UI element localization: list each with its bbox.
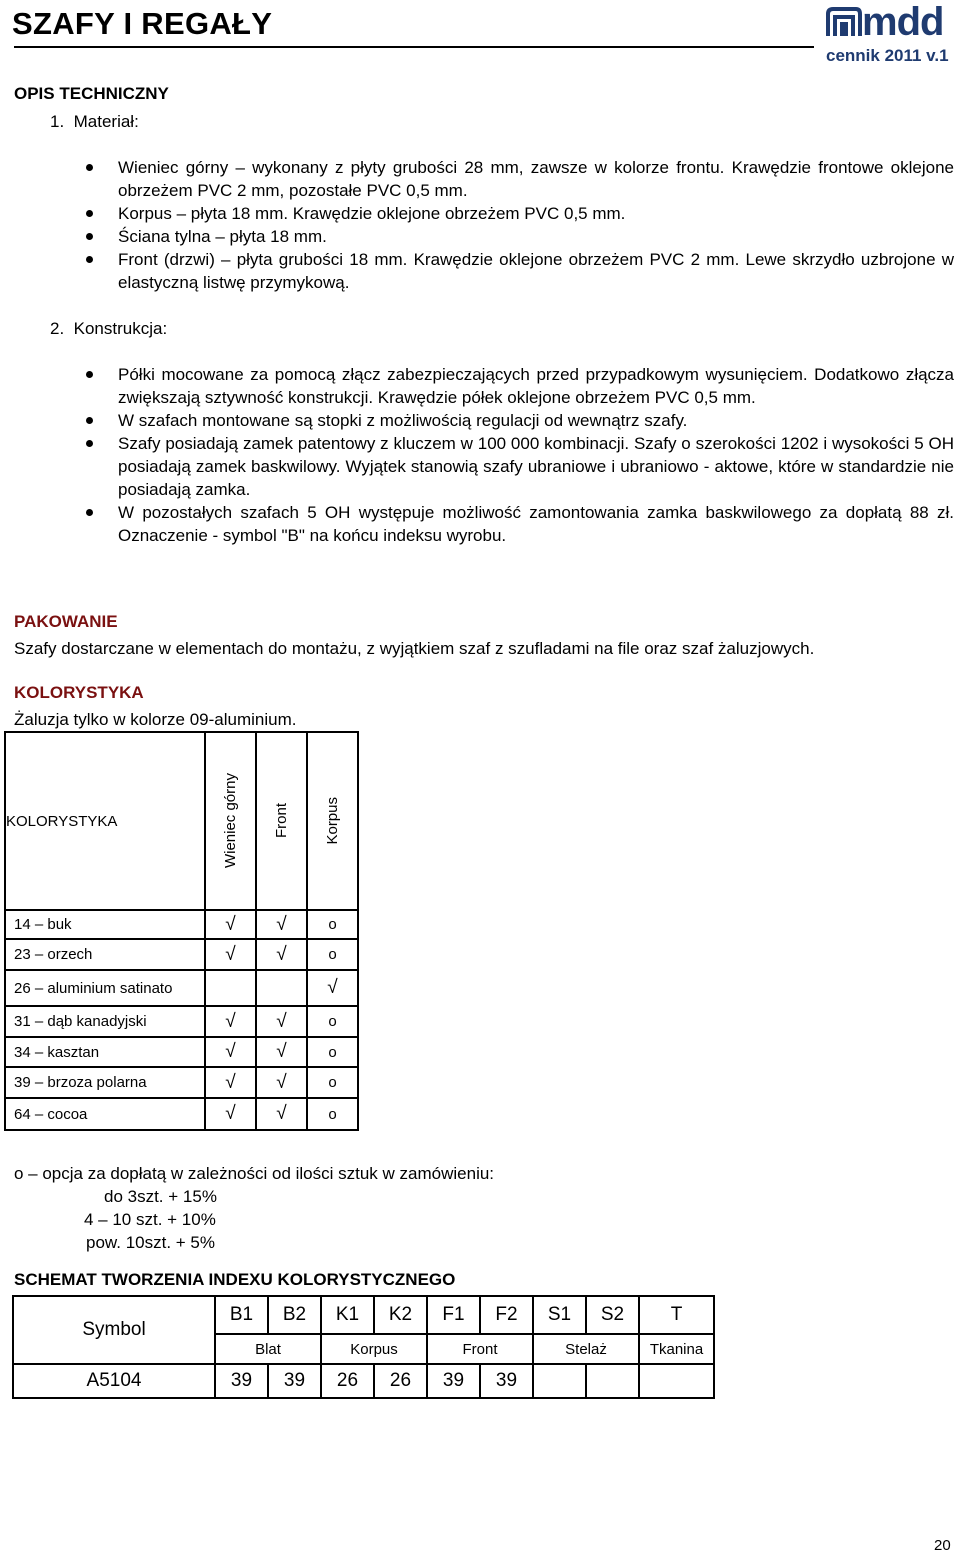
- code-cell: F1: [427, 1296, 480, 1334]
- construction-heading: 2. Konstrukcja:: [50, 319, 168, 338]
- page-title: SZAFY I REGAŁY: [12, 6, 273, 41]
- table-cell: o: [307, 1006, 358, 1037]
- table-cell: o: [307, 939, 358, 970]
- option-line: do 3szt. + 15%: [104, 1187, 217, 1206]
- table-cell: o: [307, 910, 358, 939]
- table-row: [5, 1067, 358, 1098]
- list-item: Półki mocowane za pomocą złącz zabezpieczających przed przypadkowym wysunięciem. Dodatkowo złącza zwiększają sztywność konstrukcji. Krawędzie półek oklejone obrzeżem PVC 0,5 mm.: [80, 363, 954, 409]
- row-label: 64 – cocoa: [5, 1098, 205, 1130]
- table-cell: [256, 970, 307, 1006]
- row-label: 14 – buk: [5, 910, 205, 939]
- table-cell: √: [205, 1006, 256, 1037]
- table-row: [5, 939, 358, 970]
- example-symbol: A5104: [13, 1364, 215, 1398]
- group-cell: Blat: [215, 1334, 321, 1364]
- code-cell: B2: [268, 1296, 321, 1334]
- example-value: [533, 1364, 586, 1398]
- packing-text: Szafy dostarczane w elementach do montażu, z wyjątkiem szaf z szufladami na file oraz szaf żaluzjowych.: [14, 639, 815, 658]
- list-item: Front (drzwi) – płyta grubości 18 mm. Krawędzie oklejone obrzeżem PVC 2 mm. Lewe skrzydło uzbrojone w elastyczną listwę przymykową.: [80, 248, 954, 294]
- row-label: 26 – aluminium satinato: [5, 970, 205, 1006]
- symbol-label: Symbol: [13, 1296, 215, 1364]
- table-cell: o: [307, 1037, 358, 1067]
- code-cell: S2: [586, 1296, 639, 1334]
- example-value: 26: [321, 1364, 374, 1398]
- logo-mark-icon: [826, 6, 862, 40]
- option-line: pow. 10szt. + 5%: [86, 1233, 215, 1252]
- table-cell: √: [256, 1037, 307, 1067]
- row-label: 39 – brzoza polarna: [5, 1067, 205, 1098]
- example-value: 39: [427, 1364, 480, 1398]
- table-cell: √: [256, 1098, 307, 1130]
- group-cell: Stelaż: [533, 1334, 639, 1364]
- header-divider: [14, 46, 814, 48]
- table-row: [5, 1006, 358, 1037]
- table-cell: √: [205, 939, 256, 970]
- table-row: [5, 910, 358, 939]
- index-table: [12, 1295, 715, 1399]
- material-list: [80, 156, 954, 294]
- color-table: [4, 731, 359, 1131]
- row-label: 31 – dąb kanadyjski: [5, 1006, 205, 1037]
- column-header: Wieniec górny: [205, 732, 256, 910]
- code-cell: K1: [321, 1296, 374, 1334]
- table-cell: √: [307, 970, 358, 1006]
- table-cell: √: [256, 939, 307, 970]
- code-cell: B1: [215, 1296, 268, 1334]
- mdd-logo: [822, 0, 958, 66]
- packing-heading: PAKOWANIE: [14, 612, 118, 631]
- list-item: W szafach montowane są stopki z możliwością regulacji od wewnątrz szafy.: [80, 409, 954, 432]
- code-cell: F2: [480, 1296, 533, 1334]
- code-cell: T: [639, 1296, 714, 1334]
- logo-subtitle: cennik 2011 v.1: [826, 46, 949, 65]
- group-cell: Korpus: [321, 1334, 427, 1364]
- table-cell: o: [307, 1067, 358, 1098]
- table-cell: √: [256, 1067, 307, 1098]
- list-item: W pozostałych szafach 5 OH występuje możliwość zamontowania zamka baskwilowego za dopłatą 88 zł. Oznaczenie - symbol "B" na końcu indeksu wyrobu.: [80, 501, 954, 547]
- table-cell: √: [205, 910, 256, 939]
- colors-text: Żaluzja tylko w kolorze 09-aluminium.: [14, 710, 297, 729]
- table-cell: √: [205, 1067, 256, 1098]
- code-cell: S1: [533, 1296, 586, 1334]
- color-table-title: KOLORYSTYKA: [5, 732, 205, 910]
- column-header: Front: [256, 732, 307, 910]
- example-value: [639, 1364, 714, 1398]
- column-header: Korpus: [307, 732, 358, 910]
- table-row: [13, 1364, 714, 1398]
- example-value: 39: [268, 1364, 321, 1398]
- table-row: [5, 1098, 358, 1130]
- list-item: Ściana tylna – płyta 18 mm.: [80, 225, 954, 248]
- option-line: 4 – 10 szt. + 10%: [84, 1210, 216, 1229]
- table-cell: √: [256, 1006, 307, 1037]
- option-note: o – opcja za dopłatą w zależności od ilości sztuk w zamówieniu:: [14, 1164, 495, 1183]
- construction-list: [80, 363, 954, 547]
- logo-text: mdd: [862, 0, 944, 44]
- list-item: Szafy posiadają zamek patentowy z kluczem w 100 000 kombinacji. Szafy o szerokości 1202 i wysokości 5 OH posiadają zamek baskwilowy. Wyjątek stanowią szafy ubraniowe i ubraniowo - aktowe, które w standardzie nie posiadają zamka.: [80, 432, 954, 501]
- table-row: [5, 1037, 358, 1067]
- list-item: Wieniec górny – wykonany z płyty grubości 28 mm, zawsze w kolorze frontu. Krawędzie frontowe oklejone obrzeżem PVC 2 mm, pozostałe PVC 0,5 mm.: [80, 156, 954, 202]
- tech-heading: OPIS TECHNICZNY: [14, 84, 169, 103]
- example-value: [586, 1364, 639, 1398]
- table-cell: [205, 970, 256, 1006]
- example-value: 26: [374, 1364, 427, 1398]
- page-number: 20: [934, 1537, 951, 1554]
- row-label: 23 – orzech: [5, 939, 205, 970]
- group-cell: Front: [427, 1334, 533, 1364]
- index-heading: SCHEMAT TWORZENIA INDEXU KOLORYSTYCZNEGO: [14, 1270, 456, 1289]
- table-cell: √: [256, 910, 307, 939]
- colors-heading: KOLORYSTYKA: [14, 683, 144, 702]
- list-item: Korpus – płyta 18 mm. Krawędzie oklejone obrzeżem PVC 0,5 mm.: [80, 202, 954, 225]
- material-heading: 1. Materiał:: [50, 112, 139, 131]
- table-cell: o: [307, 1098, 358, 1130]
- example-value: 39: [480, 1364, 533, 1398]
- row-label: 34 – kasztan: [5, 1037, 205, 1067]
- example-value: 39: [215, 1364, 268, 1398]
- table-cell: √: [205, 1037, 256, 1067]
- group-cell: Tkanina: [639, 1334, 714, 1364]
- table-row: [5, 970, 358, 1006]
- code-cell: K2: [374, 1296, 427, 1334]
- table-cell: √: [205, 1098, 256, 1130]
